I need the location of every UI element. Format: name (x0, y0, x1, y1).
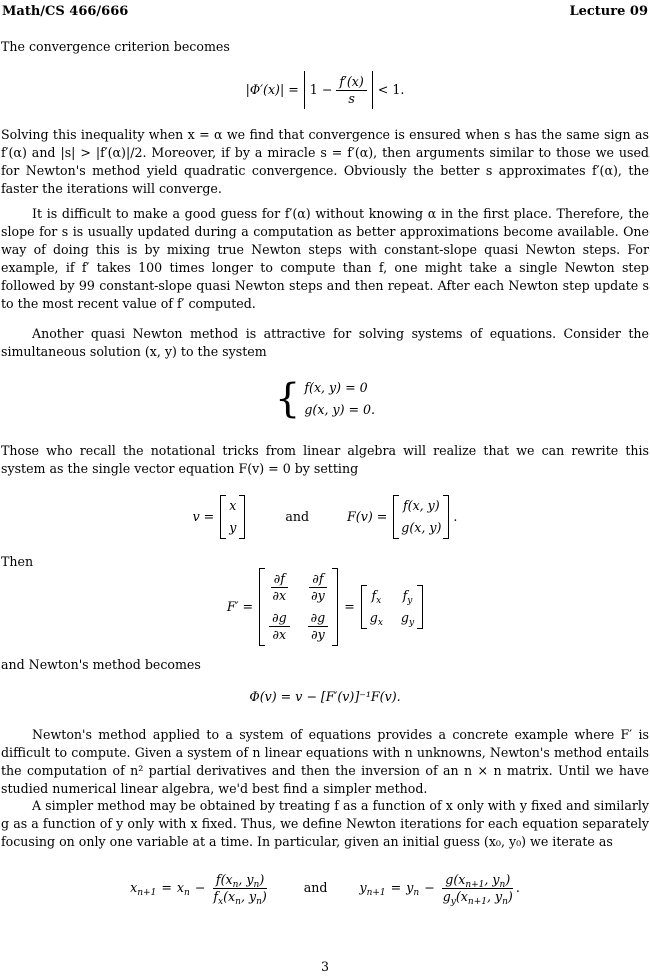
page-number: 3 (320, 959, 329, 974)
course-title: Math/CS 466/666 (2, 4, 129, 19)
lecture-number: Lecture 09 (569, 4, 648, 19)
left-brace: { (274, 376, 301, 422)
paragraph-4: Another quasi Newton method is attractive for solving systems of equations. Consider the simultaneous solution (x, y) to the system (1, 326, 649, 359)
paragraph-5: Those who recall the notational tricks from linear algebra will realize that we can rewrite this system as the single vector equation F(v) = 0 by setting (1, 443, 649, 476)
equation-newton-system: Φ(v) = v − [F′(v)]⁻¹F(v). (249, 689, 401, 704)
equation-convergence-criterion: |Φ′(x)| = 1 − $\frac{f'(x)}{s}$ < 1. (0, 68, 650, 112)
equation-jacobian: F′ = $\frac{\partial f}{\partial x}$ $\frac{\partial f}{\partial y}$ $\frac{\partial g}{\partial x}$ $\frac{\partial g}{\partial y}$ = $f_x$ $f_y$ $g_x$ $g_y$ (0, 565, 650, 649)
paragraph-6: Then (1, 554, 34, 569)
page-header (2, 3, 648, 21)
paragraph-1: The convergence criterion becomes (1, 39, 230, 54)
equation-system: { f(x, y) = 0 g(x, y) = 0. (274, 376, 376, 422)
paragraph-9: A simpler method may be obtained by treating f as a function of x only with y fixed and similarly g as a function of y only with x fixed. Thus, we define Newton iterations for each equation separately focusing on only one variable at a time. In particular, given an initial guess (x₀, y₀) we iterate as (1, 798, 649, 849)
paragraph-8: Newton's method applied to a system of equations provides a concrete example where F′ is difficult to compute. Given a system of n linear equations with n unknowns, Newton's method entails the computation of n² partial derivatives and then the inversion of an n × n matrix. Until we have studied numerical linear algebra, we'd best find a simpler method. (1, 727, 649, 796)
paragraph-7: and Newton's method becomes (1, 657, 201, 672)
paragraph-3: It is difficult to make a good guess for f′(α) without knowing α in the first place. Therefore, the slope for s is usually updated during a computation as better approximations become available. One way of doing this is by mixing true Newton steps with constant-slope quasi Newton steps. For example, if f′ takes 100 times longer to compute than f, one might take a single Newton step followed by 99 constant-slope quasi Newton steps and then repeat. After each Newton step update s to the most recent value of f′ computed. (1, 206, 649, 311)
equation-iteration: $x_{n+1}$ = $x_n$ − $\frac{f(x_n, y_n)}{f_x(x_n, y_n)}$ and $y_{n+1}$ = $y_n$ − $\frac{g(x_{n+1}, y_n)}{g_y(x_{n+1}, y_n)}$ . (130, 871, 520, 907)
equation-vector-definition: v = x y and F(v) = f(x, y) g(x, y) . (0, 492, 650, 542)
paragraph-2: Solving this inequality when x = α we find that convergence is ensured when s has the same sign as f′(α) and |s| > |f′(α)|/2. Moreover, if by a miracle s = f′(α), then arguments similar to those we used for Newton's method yield quadratic convergence. Obviously the better s approximates f′(α), the faster the iterations will converge. (1, 127, 649, 196)
